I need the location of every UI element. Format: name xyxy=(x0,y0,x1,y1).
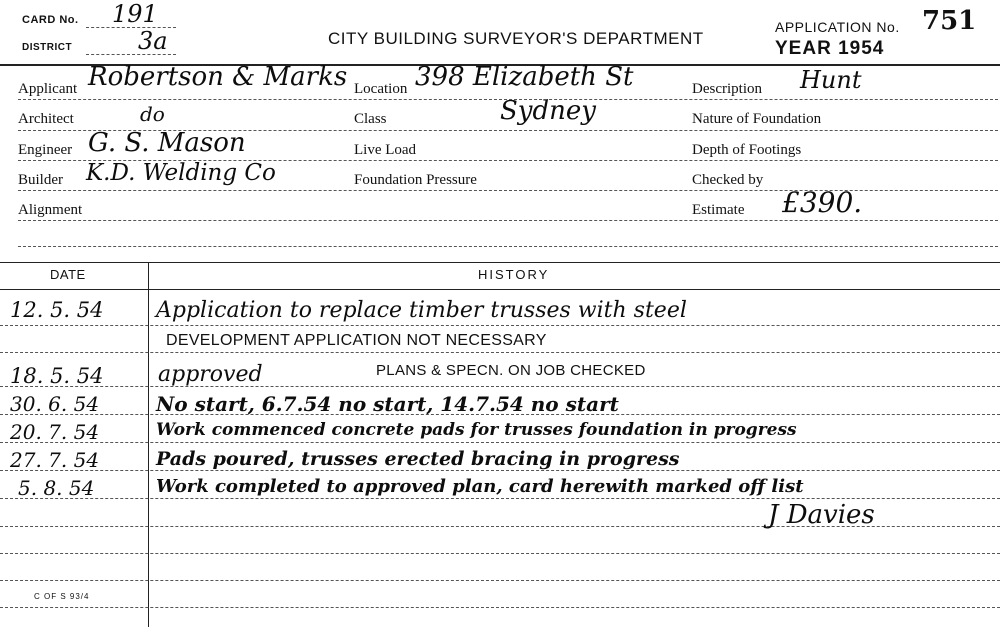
architect-label: Architect xyxy=(18,111,74,127)
history-row-date: 5. 8. 54 xyxy=(18,476,95,500)
department-title: CITY BUILDING SURVEYOR'S DEPARTMENT xyxy=(328,29,704,48)
history-row-date: 12. 5. 54 xyxy=(10,298,104,322)
history-row-date: 18. 5. 54 xyxy=(10,364,104,388)
card-no-label: CARD No. xyxy=(22,14,79,26)
estimate-value: £390. xyxy=(782,186,863,219)
history-row-text: Work commenced concrete pads for trusses foundation in progress xyxy=(156,420,797,440)
history-header: HISTORY xyxy=(478,267,550,282)
application-no-value: 751 xyxy=(922,6,977,36)
history-row-date: 27. 7. 54 xyxy=(10,448,100,472)
plans-checked-stamp: PLANS & SPECN. ON JOB CHECKED xyxy=(376,362,646,379)
development-stamp: DEVELOPMENT APPLICATION NOT NECESSARY xyxy=(166,332,547,349)
class-label: Class xyxy=(354,111,387,127)
nature-label: Nature of Foundation xyxy=(692,111,822,127)
history-header-rule xyxy=(0,289,1000,290)
location-value-2: Sydney xyxy=(500,96,596,126)
depth-label: Depth of Footings xyxy=(692,142,802,158)
engineer-value: G. S. Mason xyxy=(88,128,246,158)
history-row-rule xyxy=(0,386,1000,387)
live-load-label: Live Load xyxy=(354,142,417,158)
checked-by-label: Checked by xyxy=(692,172,764,188)
history-row-text: approved xyxy=(158,362,263,387)
history-row-rule xyxy=(0,498,1000,499)
date-header: DATE xyxy=(50,267,86,282)
field-rule xyxy=(18,99,998,100)
history-row-rule xyxy=(0,553,1000,554)
history-row-text: Application to replace timber trusses with steel xyxy=(156,298,687,323)
history-row-text: Pads poured, trusses erected bracing in progress xyxy=(156,448,680,470)
history-row-rule xyxy=(0,352,1000,353)
history-row-date: 30. 6. 54 xyxy=(10,392,100,416)
form-code: C OF S 93/4 xyxy=(34,592,90,601)
history-row-rule xyxy=(0,442,1000,443)
district-label: DISTRICT xyxy=(22,42,73,53)
foundation-pressure-label: Foundation Pressure xyxy=(354,172,477,188)
card-no-value: 191 xyxy=(112,0,158,28)
history-row-rule xyxy=(0,325,1000,326)
history-row-text: No start, 6.7.54 no start, 14.7.54 no start xyxy=(156,392,619,416)
description-label: Description xyxy=(692,81,762,97)
architect-value: do xyxy=(140,102,165,126)
history-row-rule xyxy=(0,607,1000,608)
application-no-label: APPLICATION No. xyxy=(775,19,900,35)
history-row-rule xyxy=(0,580,1000,581)
applicant-value: Robertson & Marks xyxy=(88,62,348,92)
district-value: 3a xyxy=(138,27,168,55)
date-column-divider xyxy=(148,262,149,627)
history-row-date: 20. 7. 54 xyxy=(10,420,100,444)
history-row-rule xyxy=(0,470,1000,471)
field-rule xyxy=(18,246,998,247)
signature: J Davies xyxy=(768,500,875,530)
field-rule xyxy=(18,160,998,161)
location-label: Location xyxy=(354,81,408,97)
history-row-text: Work completed to approved plan, card herewith marked off list xyxy=(156,476,804,497)
alignment-label: Alignment xyxy=(18,202,83,218)
applicant-label: Applicant xyxy=(18,81,78,97)
field-rule xyxy=(18,130,998,131)
location-value-1: 398 Elizabeth St xyxy=(415,62,634,92)
engineer-label: Engineer xyxy=(18,142,73,158)
year-label: YEAR 1954 xyxy=(775,38,885,59)
estimate-label: Estimate xyxy=(692,202,745,218)
field-rule xyxy=(18,190,998,191)
history-top-rule xyxy=(0,262,1000,263)
builder-label: Builder xyxy=(18,172,63,188)
field-rule xyxy=(18,220,998,221)
description-value: Hunt xyxy=(800,66,862,94)
builder-value: K.D. Welding Co xyxy=(86,160,276,186)
